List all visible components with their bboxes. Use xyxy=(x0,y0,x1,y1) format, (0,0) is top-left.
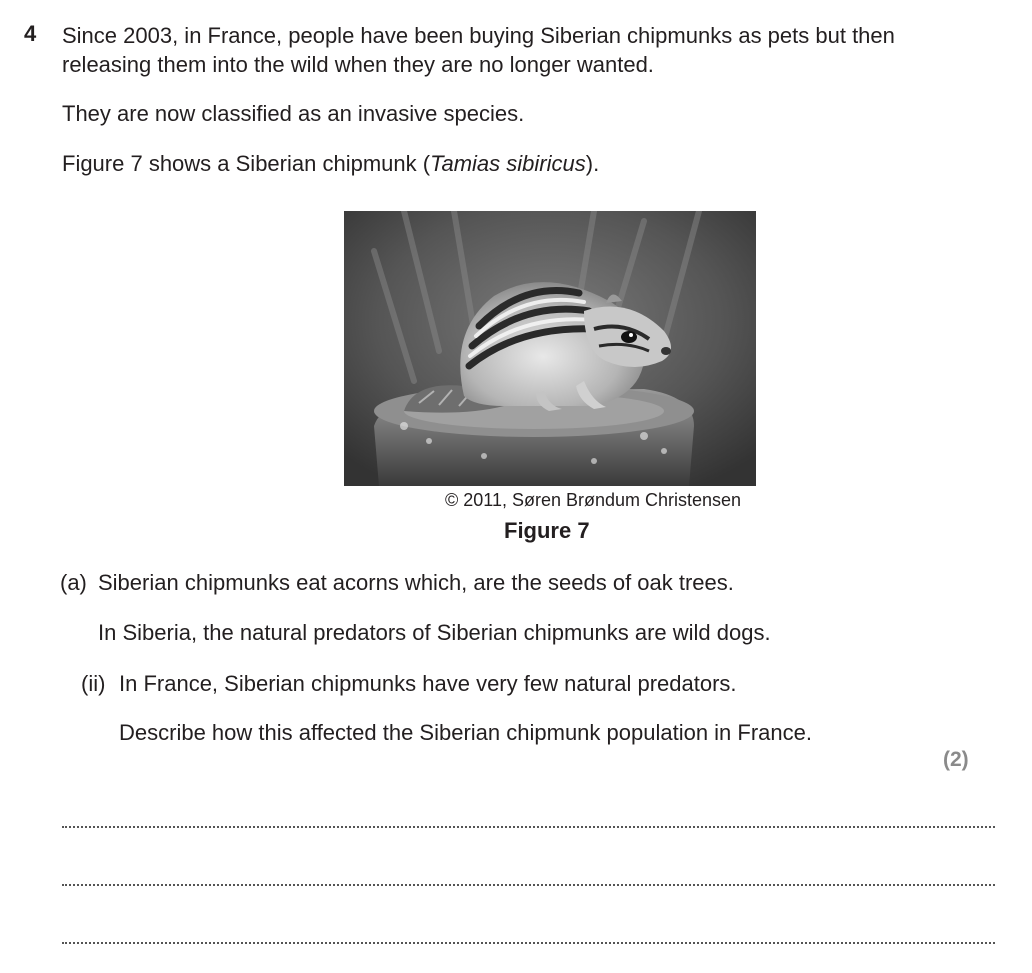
part-ii-text-line-2: Describe how this affected the Siberian chipmunk population in France. xyxy=(119,720,812,745)
figure-caption: Figure 7 xyxy=(504,518,590,543)
part-ii-text-line-1: In France, Siberian chipmunks have very few natural predators. xyxy=(119,671,737,696)
part-a-text-line-1: Siberian chipmunks eat acorns which, are the seeds of oak trees. xyxy=(98,570,734,595)
figure-reference-prefix: Figure 7 shows a Siberian chipmunk ( xyxy=(62,151,431,176)
figure-reference-text xyxy=(62,149,599,178)
part-ii-label: (ii) xyxy=(81,671,106,696)
intro-text-line-2: releasing them into the wild when they are no longer wanted. xyxy=(62,52,654,77)
answer-line-1[interactable] xyxy=(62,826,995,828)
part-a-text-line-2: In Siberia, the natural predators of Siberian chipmunks are wild dogs. xyxy=(98,620,771,645)
figure-credit: © 2011, Søren Brøndum Christensen xyxy=(445,490,742,510)
answer-line-2[interactable] xyxy=(62,884,995,886)
marks-indicator: (2) xyxy=(943,748,969,771)
classification-text: They are now classified as an invasive species. xyxy=(62,101,525,126)
part-a-label: (a) xyxy=(60,570,87,595)
figure-reference-suffix: ). xyxy=(585,151,600,176)
answer-line-3[interactable] xyxy=(62,942,995,944)
species-name: Tamias sibiricus xyxy=(430,151,586,176)
question-number: 4 xyxy=(24,21,37,46)
chipmunk-photo xyxy=(344,211,756,486)
intro-text-line-1: Since 2003, in France, people have been buying Siberian chipmunks as pets but then xyxy=(62,23,895,48)
